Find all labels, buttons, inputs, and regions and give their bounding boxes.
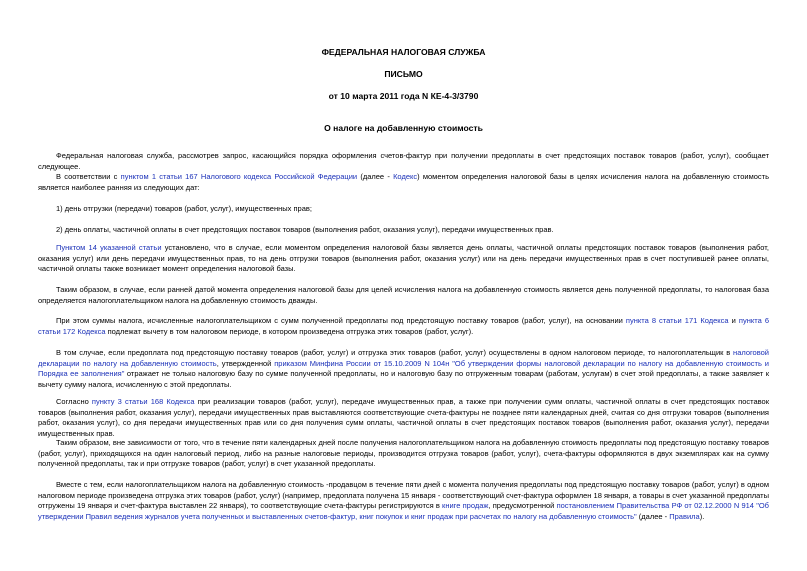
link-sales-book[interactable]: книге продаж (442, 501, 489, 510)
text: при реализации товаров (работ, услуг), передаче имущественных прав, а также при получении сумм оплаты, частичной оплаты в счет предстоящих поставок товаров (выполнения работ, оказания услуг), передачи имущественных прав выставляются соответствующие счета-фактуры не позднее пяти календарных дней, считая со дня отгрузки товаров (выполнения работ, оказания услуг), со дня передачи имущественных прав или со дня получения сумм оплаты, частичной оплаты в счет предстоящих поставок товаров (выполнения работ, оказания услуг), передачи имущественных прав. (38, 397, 770, 438)
link-article-172[interactable]: пункта 6 статьи 172 Кодекса (38, 316, 769, 336)
list-item-2: 2) день оплаты, частичной оплаты в счет предстоящих поставок товаров (выполнения работ, оказания услуг), передачи имущественных прав. (56, 225, 554, 234)
text: ) моментом определения налоговой базы в целях исчисления налога на добавленную стоимость является наиболее ранняя из следующих дат: (38, 172, 770, 192)
document-date-number: от 10 марта 2011 года N КЕ-4-3/3790 (328, 91, 479, 101)
paragraph-conclusion-2: Таким образом, вне зависимости от того, что в течение пяти календарных дней после получения налогоплательщиком налога на добавленную стоимость предоплаты под предстоящую поставку товаров (работ, услуг), приходящихся на один налоговый период, либо на разные налоговые периоды, производится отгрузка товаров (работ, услуг), счета-фактуры оформляются в двух экземплярах как на сумму полученной предоплаты, так и при отгрузке товаров (работ, услуг) в счет указанной предоплаты. (38, 438, 769, 468)
paragraph-conclusion-1: Таким образом, в случае, если ранней датой момента определения налоговой базы для целей исчисления налога на добавленную стоимость является день полученной предоплаты, то налоговая база определяется налогоплательщиком налога на добавленную стоимость дважды. (38, 285, 769, 305)
link-article-171[interactable]: пункта 8 статьи 171 Кодекса (625, 316, 729, 325)
text: подлежат вычету в том налоговом периоде, в котором произведена отгрузка этих товаров (работ, услуг). (105, 326, 474, 336)
link-vat-declaration[interactable]: налоговой декларации по налогу на добавленную стоимость (38, 348, 769, 368)
text: , предусмотренной (488, 501, 557, 510)
document-subject: О налоге на добавленную стоимость (324, 123, 483, 133)
text: (далее - (636, 511, 670, 521)
text: установлено, что в случае, если моментом определения налоговой базы является день оплаты, частичной оплаты предстоящих поставок товаров (выполнения работ, оказания услуг) или день передачи имущественных прав, то на день отгрузки товаров (выполнения работ, оказания услуг) или на день передачи имущественных прав в счет поступившей ранее оплаты, частичной оплаты также возникает момент определения налоговой базы. (38, 243, 769, 273)
link-article-168[interactable]: пункту 3 статьи 168 Кодекса (91, 397, 195, 406)
link-point-14[interactable]: Пунктом 14 указанной статьи (56, 243, 162, 252)
text: , утвержденной (216, 358, 275, 368)
paragraph-deduction (38, 316, 769, 337)
paragraph-point-14 (38, 243, 769, 275)
document-type: ПИСЬМО (384, 69, 423, 79)
text: ). (699, 511, 705, 521)
link-article-167[interactable]: пунктом 1 статьи 167 Налогового кодекса Российской Федерации (120, 172, 358, 181)
text: При этом суммы налога, исчисленные налогоплательщиком с сумм полученной предоплаты под предстоящую поставку товаров (работ, услуг), на основании (56, 316, 626, 325)
text: отражает не только налоговую базу по сумме полученной предоплаты, но и налоговую базу по отгруженным товарам (работам, услугам) в счет этой предоплаты, а также заявляет к вычету сумму налога, исчисленную с этой предоплаты. (38, 369, 770, 389)
link-minfin-order[interactable]: приказом Минфина России от 15.10.2009 N 104н "Об утверждении формы налоговой декларации по налогу на добавленную стоимость и Порядка ее заполнения" (38, 358, 769, 378)
text: В соответствии с (56, 172, 121, 181)
link-code[interactable]: Кодекс (393, 172, 418, 181)
paragraph-invoice-deadline (38, 397, 769, 439)
text: (далее - (357, 172, 394, 181)
paragraph-tax-base-moment (38, 172, 769, 193)
paragraph-declaration (38, 348, 769, 390)
text: и (728, 316, 739, 325)
list-item-1: 1) день отгрузки (передачи) товаров (работ, услуг), имущественных прав; (56, 204, 312, 213)
paragraph-sales-book (38, 480, 769, 522)
text: Согласно (56, 397, 92, 406)
agency-title: ФЕДЕРАЛЬНАЯ НАЛОГОВАЯ СЛУЖБА (321, 47, 486, 57)
text: Вместе с тем, если налогоплательщиком налога на добавленную стоимость -продавцом в течение пяти дней с момента получения предоплаты под предстоящую поставку товаров (работ, услуг) в одном налоговом периоде произведена отгрузка этих товаров (работ, услуг) (например, предоплата получена 15 января - соответствующий счет-фактура оформлен 18 января, а товары в счет указанной предоплаты отгружены 19 января и счет-фактура выставлен 22 января), то соответствующие счета-фактуры регистрируются в (38, 480, 769, 510)
paragraph-intro: Федеральная налоговая служба, рассмотрев запрос, касающийся порядка оформления счетов-фактур при получении предоплаты в счет предстоящих поставок товаров (работ, услуг), сообщает следующее. (38, 151, 769, 171)
link-rules[interactable]: Правила (669, 511, 700, 521)
text: В том случае, если предоплата под предстоящую поставку товаров (работ, услуг) и отгрузка этих товаров (работ, услуг) осуществлены в одном налоговом периоде, то налогоплательщик в (56, 348, 734, 357)
link-government-resolution[interactable]: постановлением Правительства РФ от 02.12.2000 N 914 "Об утверждении Правил ведения журналов учета полученных и выставленных счетов-фактур, книг покупок и книг продаж при расчетах по налогу на добавленную стоимость" (38, 501, 769, 521)
